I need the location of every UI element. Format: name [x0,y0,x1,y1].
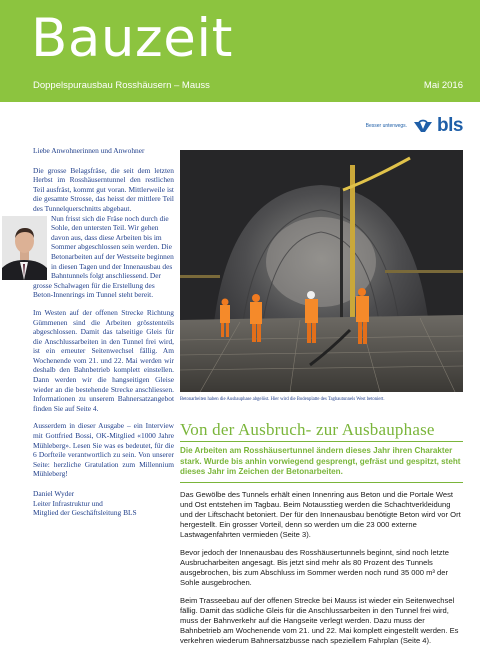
portrait-photo-icon [2,216,47,280]
brand-name: bls [437,115,463,136]
article-body [180,490,463,654]
bls-wing-logo-icon [413,119,433,133]
signature-name: Daniel Wyder [33,489,75,498]
bls-brand [365,115,463,136]
publication-subtitle: Doppelspurausbau Rosshäusern – Mauss [33,80,210,91]
masthead [0,0,480,102]
tunnel-photo-icon [180,150,463,392]
editorial-wrap-block [33,214,174,300]
article-paragraph: Beim Trasseebau auf der offenen Strecke bei Mauss ist wieder ein Seitenwechsel fällig. Damit das südliche Gleis für die Anschlussarbeiten in den Tunnel frei wird, muss der Bahnverkehr auf die Hangseite verlegt werden. Dazu muss der Bahnbetrieb am Wochenende vom 21. und 22. Mai komplett eingestellt werden. Es verkehren wiederum Bahnersatzbusse nach speziellem Fahrplan (Seite 4). [180,596,459,645]
editorial-paragraph: Ausserdem in dieser Ausgabe – ein Interview mit Gottfried Bossi, OK-Mitglied «1000 Jahre Mühleberg». Lesen Sie was es bedeutet, für die 6 Dorfteile verantwortlich zu sein. Von unserer Seite: herzliche Gratulation zum Millennium Mühleberg! [33,421,174,479]
greeting: Liebe Anwohnerinnen und Anwohner [33,146,145,155]
author-portrait [2,216,47,280]
article-paragraph: Das Gewölbe des Tunnels erhält einen Innenring aus Beton und die Portale West und Ost entstehen im Tagbau. Beim Notausstieg werden die Schachtverkleidung und der Liftschacht betoniert. Der für den Innenausbau benötigte Beton wird vor Ort hergestellt. Ein grosser Vorteil, denn so werden um die 23 000 externe Lastwagenfahrten vermieden (Seite 3). [180,490,461,539]
tunnel-construction-photo [180,150,463,392]
editorial-paragraph: Die grosse Belagsfräse, die seit dem letzten Herbst im Rosshäuserntunnel den restlichen Teil ausfräst, kommt gut voran. Mittlerweile ist die gesamte Strosse, das heisst der mittlere Teil des Tunnelquerschnitts abgebaut. [33,165,174,213]
article-paragraph: Bevor jedoch der Innenausbau des Rosshäusertunnels beginnt, sind noch letzte Ausbrucharbeiten angesagt. Bis jetzt sind mehr als 80 Prozent des Tunnels ausgebrochen, bis zum Abschluss im Sommer werden noch rund 35 000 m³ der Sohle ausgebrochen. [180,548,449,587]
lead-divider [180,482,463,483]
signature-block [33,489,174,518]
signature-role: Mitglied der Geschäftsleitung BLS [33,508,137,518]
article-lead: Die Arbeiten am Rosshäusertunnel ändern dieses Jahr ihren Charakter stark. Wurde bis anhin vorwiegend gesprengt, gefräst und gespitzt, steht dieses Jahr im Zeichen der Betonarbeiten. [180,446,461,477]
brand-tagline: Besser unterwegs. [365,123,408,129]
editorial-paragraph: Im Westen auf der offenen Strecke Richtung Gümmenen sind die Arbeiten grösstenteils abgeschlossen. Damit das talseitige Gleis für die Anschlussarbeiten in den Tunnel frei wird, ist ein erneuter Seitenwechsel fällig. Am Wochenende vom 21. und 22. Mai werden wir deshalb den Bahnbetrieb komplett einstellen. Dann werden wir die hangseitigen Gleise wieder an die bestehende Strecke anschliessen. Informationen zu unserem Bahnersatzangebot finden Sie auf Seite 4. [33,307,174,413]
editorial-paragraph: Nun frisst sich die Fräse noch durch die Sohle, den untersten Teil. Wir gehen davon aus, dass diese Arbeiten bis im Sommer abgeschlossen sein werden. Die Betonarbeiten auf der Westseite beginnen in diesen Tagen und der Innenausbau des Bahntunnels folgt anschliessend. Der grosse Schalwagen für die Erstellung des Beton-Innenrings im Tunnel steht bereit. [33,213,174,300]
issue-date: Mai 2016 [423,80,463,91]
editorial-column [33,146,174,518]
headline-divider [180,441,463,442]
photo-caption: Betonarbeiten haben die Ausbauphase abgelöst. Hier wird die Bodenplatte des Tagbautunnels West betoniert. [180,397,385,402]
article-headline: Von der Ausbruch- zur Ausbauphase [180,420,435,439]
signature-role: Leiter Infrastruktur und [33,498,103,508]
publication-title: Bauzeit [31,8,233,69]
